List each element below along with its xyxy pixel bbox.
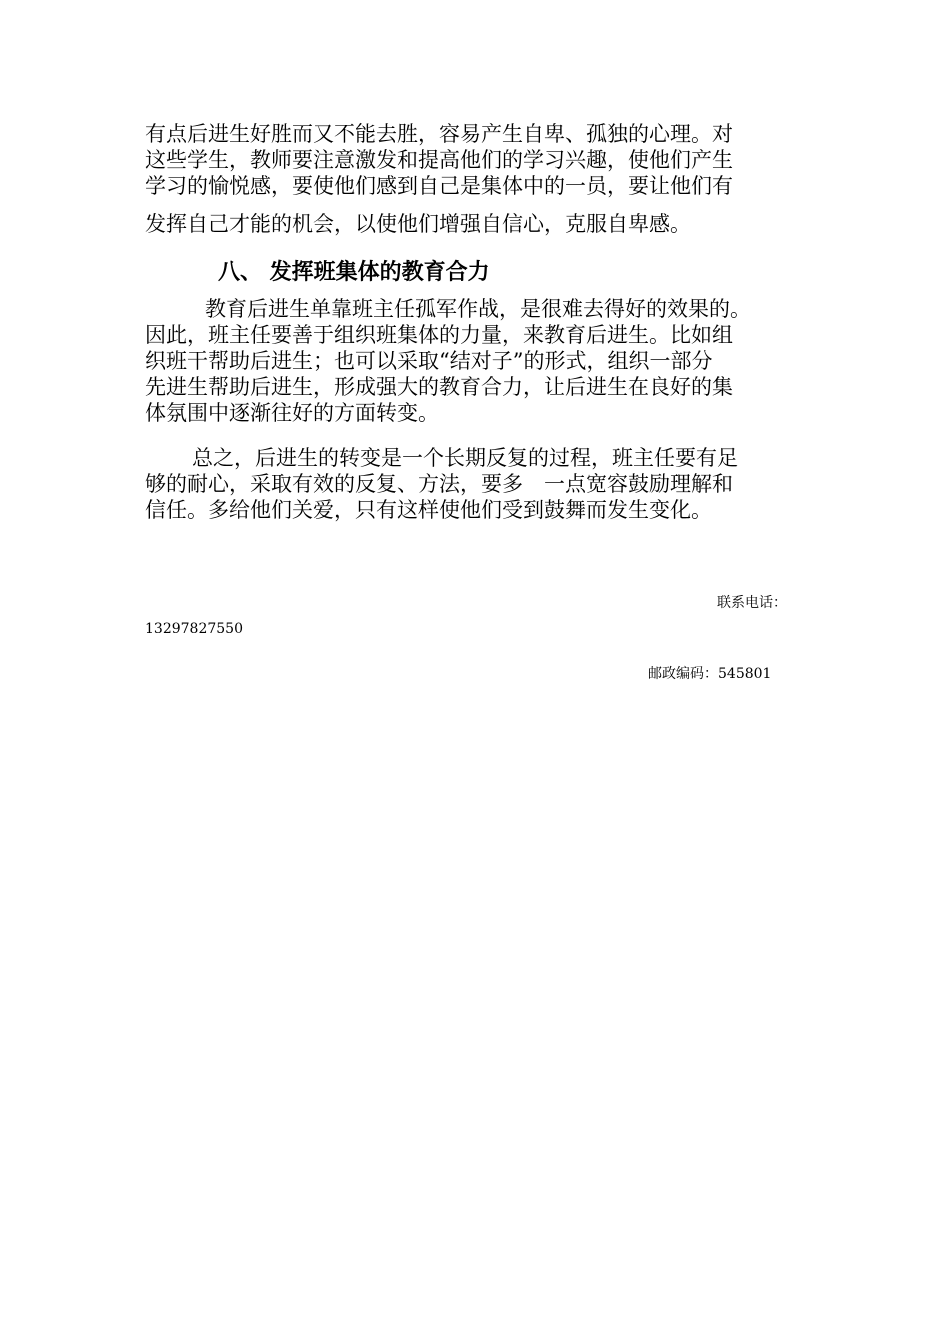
paragraph-line: 够的耐心，采取有效的反复、方法，要多 一点宽容鼓励理解和	[145, 472, 733, 496]
section-heading: 八、 发挥班集体的教育合力	[218, 260, 490, 285]
paragraph-line: 发挥自己才能的机会，以使他们增强自信心，克服自卑感。	[145, 212, 691, 236]
phone-label: 联系电话：	[717, 595, 787, 611]
paragraph-line: 织班干帮助后进生；也可以采取“结对子”的形式，组织一部分	[145, 349, 713, 373]
paragraph-line: 这些学生，教师要注意激发和提高他们的学习兴趣，使他们产生	[145, 148, 733, 172]
paragraph-line: 有点后进生好胜而又不能去胜，容易产生自卑、孤独的心理。对	[145, 122, 733, 146]
paragraph-line: 体氛围中逐渐往好的方面转变。	[145, 401, 439, 425]
paragraph-line: 因此，班主任要善于组织班集体的力量，来教育后进生。比如组	[145, 323, 733, 347]
paragraph-line: 总之，后进生的转变是一个长期反复的过程，班主任要有足	[192, 446, 738, 470]
phone-number: 13297827550	[145, 621, 243, 637]
postal-code: 邮政编码：545801	[648, 666, 772, 682]
paragraph-line: 学习的愉悦感，要使他们感到自己是集体中的一员，要让他们有	[145, 174, 733, 198]
paragraph-line: 教育后进生单靠班主任孤军作战，是很难去得好的效果的。	[205, 297, 751, 321]
paragraph-line: 信任。多给他们关爱，只有这样使他们受到鼓舞而发生变化。	[145, 498, 712, 522]
paragraph-line: 先进生帮助后进生，形成强大的教育合力，让后进生在良好的集	[145, 375, 733, 399]
